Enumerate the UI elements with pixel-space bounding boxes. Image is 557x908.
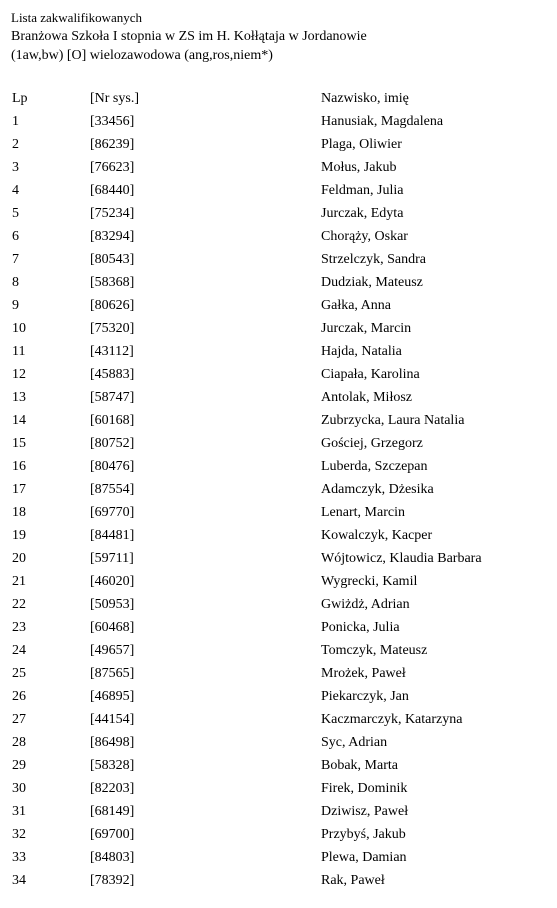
row-name: Chorąży, Oskar — [321, 229, 408, 244]
row-lp: 10 — [12, 321, 26, 336]
row-name: Rak, Paweł — [321, 873, 385, 888]
row-nr-sys: [68149] — [90, 804, 135, 819]
row-name: Plaga, Oliwier — [321, 137, 402, 152]
table-row — [12, 731, 552, 754]
row-nr-sys: [69700] — [90, 827, 135, 842]
table-row — [12, 363, 552, 386]
school-name: Branżowa Szkoła I stopnia w ZS im H. Kołłątaja w Jordanowie — [11, 29, 367, 44]
table-row — [12, 294, 552, 317]
row-lp: 13 — [12, 390, 26, 405]
row-nr-sys: [60168] — [90, 413, 135, 428]
row-name: Kaczmarczyk, Katarzyna — [321, 712, 463, 727]
table-row — [12, 754, 552, 777]
row-lp: 15 — [12, 436, 26, 451]
row-name: Plewa, Damian — [321, 850, 407, 865]
row-lp: 31 — [12, 804, 26, 819]
class-description: (1aw,bw) [O] wielozawodowa (ang,ros,niem*) — [11, 48, 273, 63]
table-row — [12, 179, 552, 202]
row-name: Gałka, Anna — [321, 298, 391, 313]
row-name: Wójtowicz, Klaudia Barbara — [321, 551, 482, 566]
table-row — [12, 823, 552, 846]
table-row — [12, 639, 552, 662]
row-nr-sys: [58368] — [90, 275, 135, 290]
row-lp: 21 — [12, 574, 26, 589]
row-name: Jurczak, Marcin — [321, 321, 412, 336]
row-name: Antolak, Miłosz — [321, 390, 412, 405]
column-header-nr: [Nr sys.] — [90, 91, 139, 106]
table-row — [12, 455, 552, 478]
qualified-list-table — [12, 87, 552, 892]
row-lp: 27 — [12, 712, 26, 727]
row-nr-sys: [58328] — [90, 758, 135, 773]
row-nr-sys: [76623] — [90, 160, 135, 175]
table-row — [12, 846, 552, 869]
row-lp: 6 — [12, 229, 19, 244]
row-name: Hajda, Natalia — [321, 344, 402, 359]
row-lp: 4 — [12, 183, 19, 198]
row-lp: 12 — [12, 367, 26, 382]
table-row — [12, 110, 552, 133]
row-lp: 19 — [12, 528, 26, 543]
table-row — [12, 501, 552, 524]
row-lp: 33 — [12, 850, 26, 865]
row-name: Strzelczyk, Sandra — [321, 252, 426, 267]
row-name: Piekarczyk, Jan — [321, 689, 409, 704]
row-nr-sys: [75320] — [90, 321, 135, 336]
row-nr-sys: [46020] — [90, 574, 135, 589]
row-name: Gwiżdż, Adrian — [321, 597, 410, 612]
row-lp: 25 — [12, 666, 26, 681]
row-lp: 20 — [12, 551, 26, 566]
row-name: Dudziak, Mateusz — [321, 275, 423, 290]
row-name: Przybyś, Jakub — [321, 827, 406, 842]
table-row — [12, 570, 552, 593]
row-name: Wygrecki, Kamil — [321, 574, 418, 589]
table-row — [12, 317, 552, 340]
row-name: Ciapała, Karolina — [321, 367, 420, 382]
row-nr-sys: [82203] — [90, 781, 135, 796]
row-name: Tomczyk, Mateusz — [321, 643, 428, 658]
row-lp: 23 — [12, 620, 26, 635]
row-lp: 14 — [12, 413, 26, 428]
row-lp: 29 — [12, 758, 26, 773]
row-lp: 1 — [12, 114, 19, 129]
table-row — [12, 386, 552, 409]
row-lp: 3 — [12, 160, 19, 175]
table-row — [12, 869, 552, 892]
row-nr-sys: [45883] — [90, 367, 135, 382]
row-lp: 30 — [12, 781, 26, 796]
row-lp: 8 — [12, 275, 19, 290]
row-name: Zubrzycka, Laura Natalia — [321, 413, 465, 428]
row-name: Jurczak, Edyta — [321, 206, 404, 221]
row-name: Syc, Adrian — [321, 735, 388, 750]
row-nr-sys: [80476] — [90, 459, 135, 474]
row-nr-sys: [68440] — [90, 183, 135, 198]
table-row — [12, 432, 552, 455]
table-row — [12, 593, 552, 616]
row-name: Kowalczyk, Kacper — [321, 528, 433, 543]
row-lp: 2 — [12, 137, 19, 152]
row-nr-sys: [43112] — [90, 344, 134, 359]
table-row — [12, 478, 552, 501]
row-name: Bobak, Marta — [321, 758, 398, 773]
column-header-name: Nazwisko, imię — [321, 91, 409, 106]
row-nr-sys: [49657] — [90, 643, 135, 658]
row-nr-sys: [86498] — [90, 735, 135, 750]
table-row — [12, 708, 552, 731]
table-row — [12, 685, 552, 708]
row-nr-sys: [33456] — [90, 114, 135, 129]
row-name: Mrożek, Paweł — [321, 666, 406, 681]
row-nr-sys: [80752] — [90, 436, 135, 451]
table-row — [12, 524, 552, 547]
row-lp: 16 — [12, 459, 26, 474]
row-lp: 28 — [12, 735, 26, 750]
row-nr-sys: [60468] — [90, 620, 135, 635]
row-nr-sys: [86239] — [90, 137, 135, 152]
row-lp: 5 — [12, 206, 19, 221]
row-name: Feldman, Julia — [321, 183, 404, 198]
row-nr-sys: [84803] — [90, 850, 135, 865]
column-header-lp: Lp — [12, 91, 28, 106]
table-row — [12, 156, 552, 179]
row-name: Mołus, Jakub — [321, 160, 397, 175]
row-lp: 26 — [12, 689, 26, 704]
row-nr-sys: [58747] — [90, 390, 135, 405]
row-nr-sys: [84481] — [90, 528, 135, 543]
row-name: Luberda, Szczepan — [321, 459, 428, 474]
row-nr-sys: [87554] — [90, 482, 135, 497]
row-nr-sys: [83294] — [90, 229, 135, 244]
list-title: Lista zakwalifikowanych — [11, 10, 143, 25]
document-header — [11, 8, 367, 65]
row-name: Dziwisz, Paweł — [321, 804, 409, 819]
table-row — [12, 662, 552, 685]
table-row — [12, 409, 552, 432]
table-body — [12, 110, 552, 892]
row-nr-sys: [46895] — [90, 689, 135, 704]
table-row — [12, 133, 552, 156]
row-name: Hanusiak, Magdalena — [321, 114, 444, 129]
table-row — [12, 800, 552, 823]
row-nr-sys: [50953] — [90, 597, 135, 612]
table-row — [12, 777, 552, 800]
row-name: Ponicka, Julia — [321, 620, 400, 635]
row-name: Gościej, Grzegorz — [321, 436, 423, 451]
row-nr-sys: [75234] — [90, 206, 135, 221]
row-lp: 22 — [12, 597, 26, 612]
row-name: Lenart, Marcin — [321, 505, 405, 520]
table-row — [12, 225, 552, 248]
row-nr-sys: [80543] — [90, 252, 135, 267]
row-nr-sys: [87565] — [90, 666, 135, 681]
row-lp: 32 — [12, 827, 26, 842]
table-row — [12, 616, 552, 639]
row-lp: 9 — [12, 298, 19, 313]
row-name: Adamczyk, Dżesika — [321, 482, 434, 497]
row-lp: 17 — [12, 482, 26, 497]
row-lp: 24 — [12, 643, 26, 658]
row-nr-sys: [59711] — [90, 551, 134, 566]
row-nr-sys: [78392] — [90, 873, 135, 888]
row-lp: 18 — [12, 505, 26, 520]
row-nr-sys: [69770] — [90, 505, 135, 520]
row-lp: 34 — [12, 873, 26, 888]
table-row — [12, 202, 552, 225]
table-row — [12, 547, 552, 570]
table-row — [12, 271, 552, 294]
row-name: Firek, Dominik — [321, 781, 408, 796]
table-header-row — [12, 87, 552, 110]
row-lp: 7 — [12, 252, 19, 267]
table-row — [12, 340, 552, 363]
row-nr-sys: [44154] — [90, 712, 135, 727]
row-nr-sys: [80626] — [90, 298, 135, 313]
row-lp: 11 — [12, 344, 26, 359]
table-row — [12, 248, 552, 271]
